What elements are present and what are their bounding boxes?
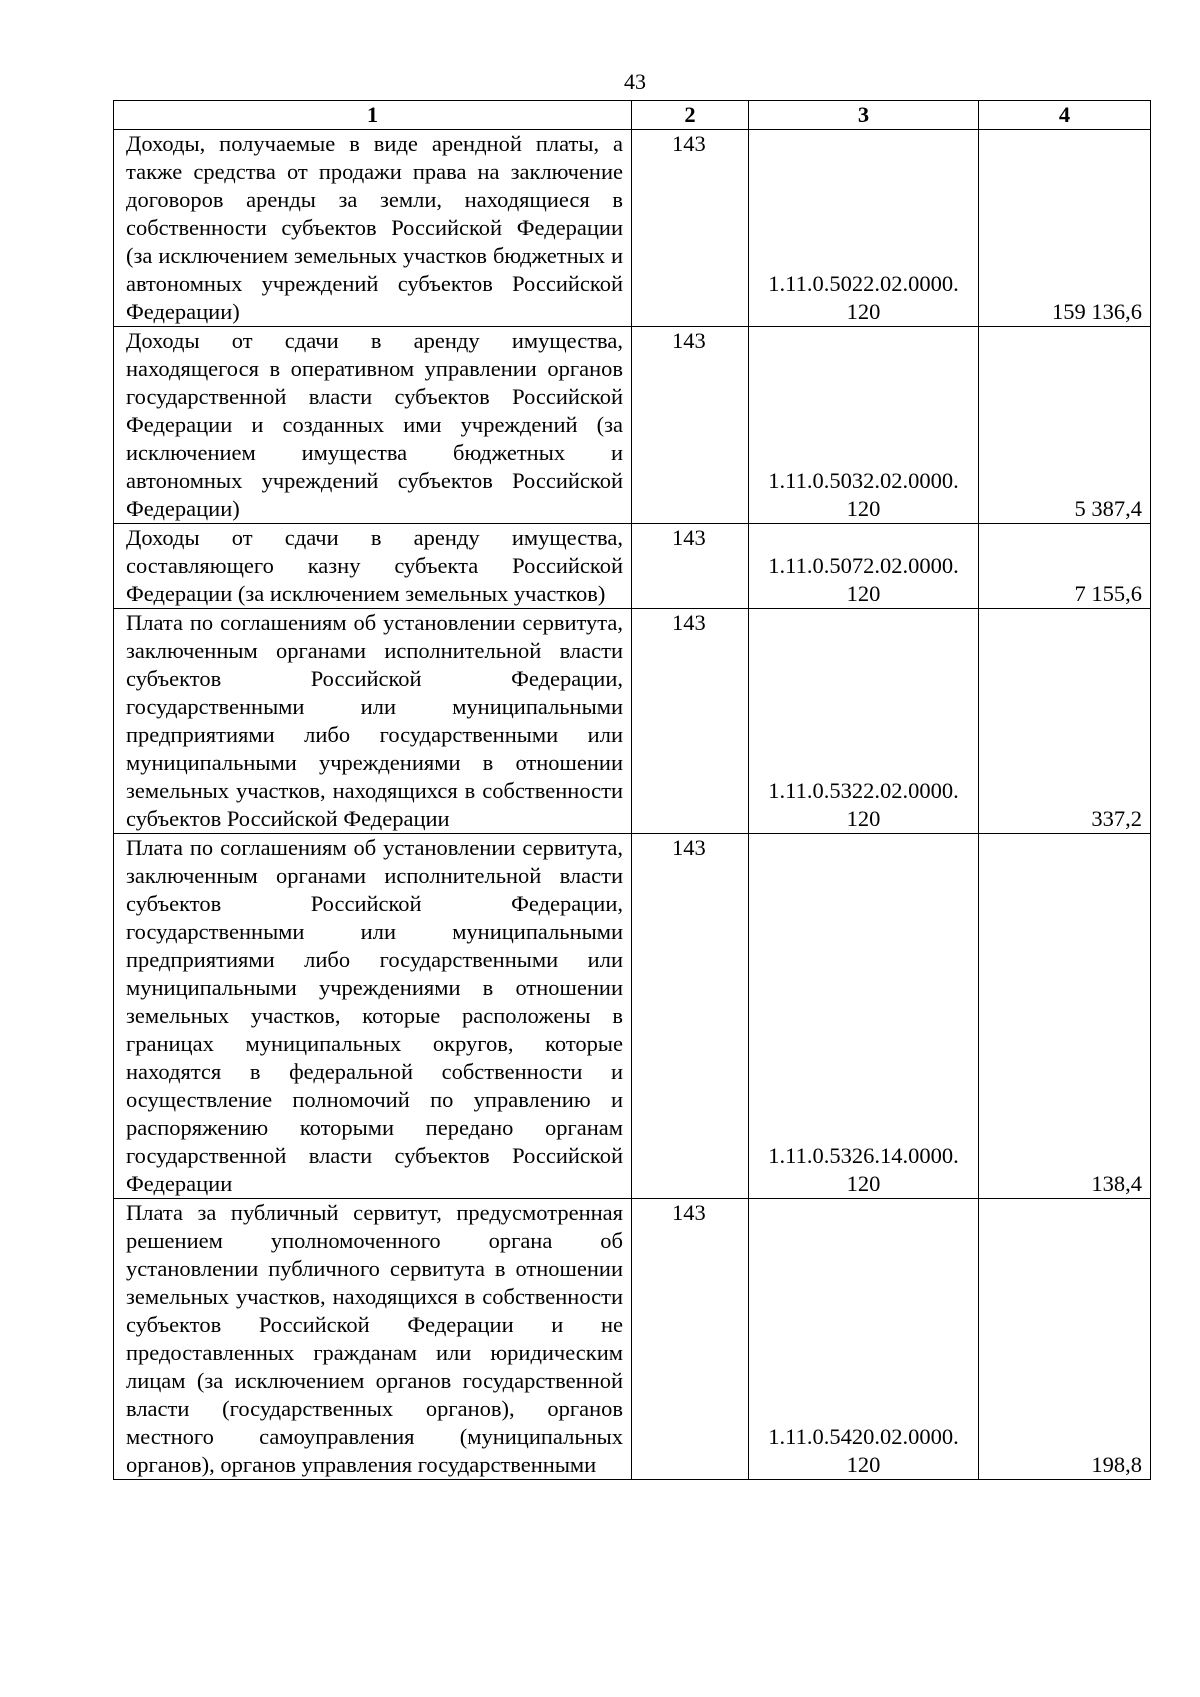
header-column-2: 2 [632,101,749,130]
amount: 337,2 [979,609,1151,834]
amount: 159 136,6 [979,130,1151,327]
code-line-1: 1.11.0.5072.02.0000. [768,553,959,578]
revenue-description: Плата по соглашениям об установлении сервитута, заключенным органами исполнительной власти субъектов Российской Федерации, государственными или муниципальными предприятиями либо государственными или муниципальными учреждениями в отношении земельных участков, находящихся в собственности субъектов Российской Федерации [114,609,632,834]
budget-classification-code [749,1199,979,1480]
amount: 7 155,6 [979,524,1151,609]
code-line-2: 120 [846,581,881,606]
admin-code: 143 [632,327,749,524]
code-line-1: 1.11.0.5032.02.0000. [768,468,959,493]
page-number: 43 [624,69,646,94]
code-line-1: 1.11.0.5420.02.0000. [768,1424,959,1449]
table-row [114,1199,1151,1480]
admin-code: 143 [632,834,749,1199]
code-line-1: 1.11.0.5322.02.0000. [768,778,959,803]
budget-classification-code [749,327,979,524]
admin-code: 143 [632,130,749,327]
table-row [114,609,1151,834]
code-line-2: 120 [846,1452,881,1477]
budget-classification-code [749,834,979,1199]
table-row [114,130,1151,327]
code-line-2: 120 [846,806,881,831]
amount: 5 387,4 [979,327,1151,524]
budget-classification-code [749,130,979,327]
revenue-description: Плата за публичный сервитут, предусмотренная решением уполномоченного органа об установлении публичного сервитута в отношении земельных участков, находящихся в собственности субъектов Российской Федерации и не предоставленных гражданам или юридическим лицам (за исключением органов государственной власти (государственных органов), органов местного самоуправления (муниципальных органов), органов управления государственными [114,1199,632,1480]
table-row [114,524,1151,609]
code-line-1: 1.11.0.5022.02.0000. [768,271,959,296]
table-row [114,327,1151,524]
code-line-2: 120 [846,496,881,521]
code-line-2: 120 [846,299,881,324]
table-row [114,834,1151,1199]
header-column-1: 1 [114,101,632,130]
revenue-table [113,100,1151,1480]
revenue-description: Доходы от сдачи в аренду имущества, составляющего казну субъекта Российской Федерации (за исключением земельных участков) [114,524,632,609]
admin-code: 143 [632,609,749,834]
admin-code: 143 [632,1199,749,1480]
header-column-4: 4 [979,101,1151,130]
revenue-description: Доходы, получаемые в виде арендной платы, а также средства от продажи права на заключение договоров аренды за земли, находящиеся в собственности субъектов Российской Федерации (за исключением земельных участков бюджетных и автономных учреждений субъектов Российской Федерации) [114,130,632,327]
admin-code: 143 [632,524,749,609]
amount: 138,4 [979,834,1151,1199]
code-line-2: 120 [846,1171,881,1196]
code-line-1: 1.11.0.5326.14.0000. [768,1143,959,1168]
table-header-row [114,101,1151,130]
header-column-3: 3 [749,101,979,130]
budget-classification-code [749,609,979,834]
revenue-description: Плата по соглашениям об установлении сервитута, заключенным органами исполнительной власти субъектов Российской Федерации, государственными или муниципальными предприятиями либо государственными или муниципальными учреждениями в отношении земельных участков, которые расположены в границах муниципальных округов, которые находятся в федеральной собственности и осуществление полномочий по управлению и распоряжению которыми передано органам государственной власти субъектов Российской Федерации [114,834,632,1199]
budget-classification-code [749,524,979,609]
amount: 198,8 [979,1199,1151,1480]
revenue-description: Доходы от сдачи в аренду имущества, находящегося в оперативном управлении органов государственной власти субъектов Российской Федерации и созданных ими учреждений (за исключением имущества бюджетных и автономных учреждений субъектов Российской Федерации) [114,327,632,524]
